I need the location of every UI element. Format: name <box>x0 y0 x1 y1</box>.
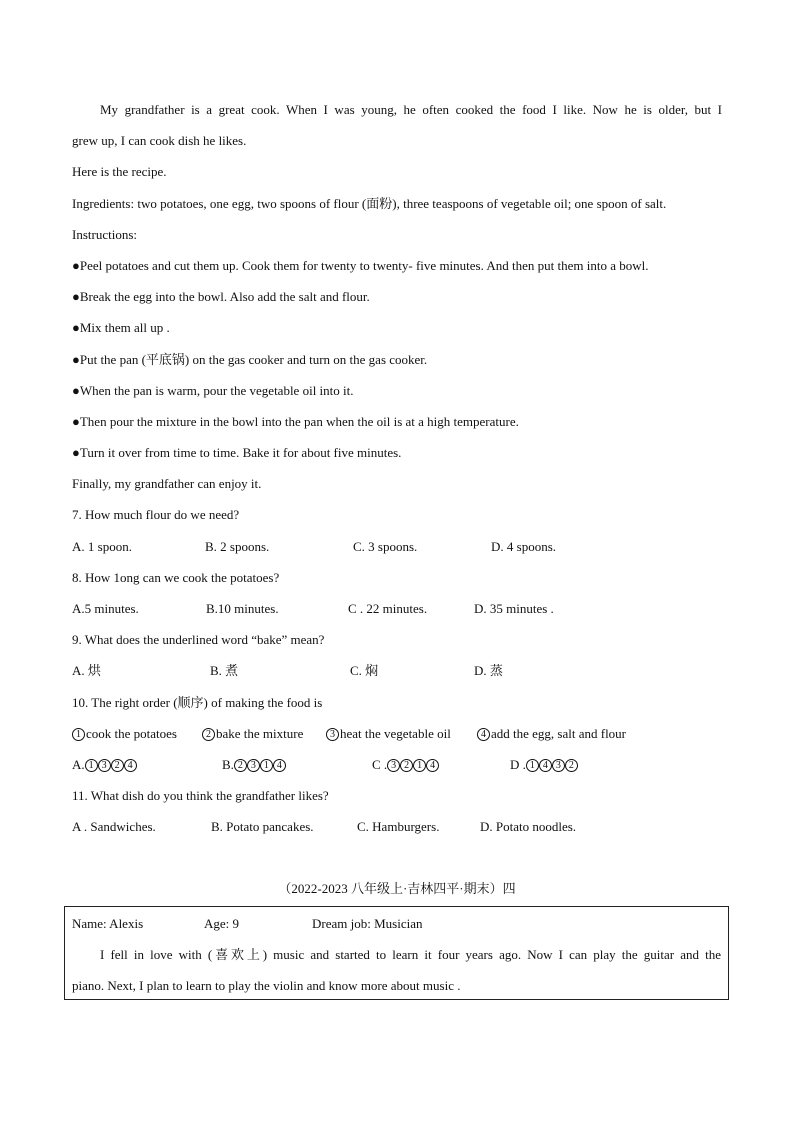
option-b[interactable]: B. 2 spoons. <box>205 538 270 554</box>
sequence-number-badge: 4 <box>124 759 137 772</box>
question-9-options <box>72 658 722 689</box>
sequence-number-badge: 1 <box>260 759 273 772</box>
option-a[interactable]: A . Sandwiches. <box>72 819 156 835</box>
profile-dream-job: Dream job: Musician <box>312 916 423 931</box>
option-label: C . <box>372 756 388 772</box>
option-c[interactable]: C. Hamburgers. <box>357 819 440 835</box>
option-d[interactable]: D. Potato noodles. <box>480 819 577 835</box>
option-b[interactable]: B. Potato pancakes. <box>211 819 314 835</box>
option-c[interactable]: C. 焖 <box>350 663 379 679</box>
step-number-badge: 4 <box>477 728 490 741</box>
option-label: B. <box>222 756 234 772</box>
step-label: bake the mixture <box>216 725 304 741</box>
instruction-step: ●Break the egg into the bowl. Also add the salt and flour. <box>72 289 370 305</box>
sequence-number-badge: 2 <box>111 759 124 772</box>
ingredients-line: Ingredients: two potatoes, one egg, two spoons of flour (面粉), three teaspoons of vegetable oil; one spoon of salt. <box>72 195 667 211</box>
step-label: cook the potatoes <box>86 725 177 741</box>
instruction-step: ●Then pour the mixture in the bowl into the pan when the oil is at a high temperature. <box>72 413 519 429</box>
option-c[interactable]: C. 3 spoons. <box>353 538 418 554</box>
step-number-badge: 1 <box>72 728 85 741</box>
question-10: 10. The right order (顺序) of making the food is <box>72 694 323 710</box>
option-d[interactable] <box>510 752 578 783</box>
step-label: add the egg, salt and flour <box>491 725 627 741</box>
option-b[interactable]: B. 煮 <box>210 663 239 679</box>
profile-text-line1: I fell in love with (喜欢上) music and started to learn it four years ago. Now I can play the guitar and the <box>100 947 721 962</box>
question-11: 11. What dish do you think the grandfather likes? <box>72 788 329 804</box>
sequence-number-badge: 3 <box>552 759 565 772</box>
instructions-label: Instructions: <box>72 226 137 242</box>
sequence-number-badge: 2 <box>565 759 578 772</box>
option-c[interactable] <box>372 752 510 783</box>
step-item <box>477 721 626 752</box>
question-7-options <box>72 534 722 565</box>
option-a[interactable] <box>72 752 222 783</box>
instruction-step: ●When the pan is warm, pour the vegetable oil into it. <box>72 382 354 398</box>
sequence-number-badge: 2 <box>234 759 247 772</box>
step-label: heat the vegetable oil <box>340 725 451 741</box>
step-number-badge: 3 <box>326 728 339 741</box>
question-8-options <box>72 596 722 627</box>
option-b[interactable]: B.10 minutes. <box>206 601 279 616</box>
sequence-number-badge: 4 <box>273 759 286 772</box>
option-label: A. <box>72 756 85 772</box>
sequence-number-badge: 1 <box>526 759 539 772</box>
option-c[interactable]: C . 22 minutes. <box>348 601 428 616</box>
instruction-step: ●Mix them all up . <box>72 320 170 336</box>
recipe-intro: Here is the recipe. <box>72 164 167 180</box>
instruction-step: ●Put the pan (平底锅) on the gas cooker and turn on the gas cooker. <box>72 351 428 367</box>
passage-closing: Finally, my grandfather can enjoy it. <box>72 476 262 492</box>
instruction-step: ●Peel potatoes and cut them up. Cook them for twenty to twenty- five minutes. And then put them into a bowl. <box>72 257 649 273</box>
sequence-number-badge: 3 <box>387 759 400 772</box>
profile-name: Name: Alexis <box>72 916 144 931</box>
option-d[interactable]: D. 蒸 <box>474 663 503 679</box>
sequence-number-badge: 3 <box>247 759 260 772</box>
question-10-options <box>72 752 722 783</box>
reading-passage <box>72 97 722 846</box>
sequence-number-badge: 4 <box>539 759 552 772</box>
question-10-steps <box>72 721 722 752</box>
sequence-number-badge: 2 <box>400 759 413 772</box>
sequence-number-badge: 3 <box>98 759 111 772</box>
step-item <box>72 721 202 752</box>
profile-age: Age: 9 <box>204 916 240 931</box>
step-number-badge: 2 <box>202 728 215 741</box>
profile-text-line2: piano. Next, I plan to learn to play the violin and know more about music . <box>72 978 461 993</box>
step-item <box>202 721 326 752</box>
option-a[interactable]: A. 烘 <box>72 663 101 679</box>
sequence-number-badge: 4 <box>426 759 439 772</box>
instruction-step: ●Turn it over from time to time. Bake it for about five minutes. <box>72 445 402 461</box>
question-7: 7. How much flour do we need? <box>72 507 240 523</box>
option-a[interactable]: A.5 minutes. <box>72 601 139 616</box>
option-label: D . <box>510 756 526 772</box>
option-d[interactable]: D. 4 spoons. <box>491 538 557 554</box>
question-9: 9. What does the underlined word “bake” mean? <box>72 632 325 648</box>
option-d[interactable]: D. 35 minutes . <box>474 601 554 616</box>
passage-intro-line2: grew up, I can cook dish he likes. <box>72 133 247 149</box>
question-11-options <box>72 814 722 845</box>
step-item <box>326 721 477 752</box>
sequence-number-badge: 1 <box>413 759 426 772</box>
profile-fields <box>72 911 721 942</box>
passage-intro-line1: My grandfather is a great cook. When I was young, he often cooked the food I like. Now he is older, but I <box>100 102 722 117</box>
sequence-number-badge: 1 <box>85 759 98 772</box>
option-b[interactable] <box>222 752 372 783</box>
profile-box <box>64 906 729 1000</box>
option-a[interactable]: A. 1 spoon. <box>72 538 132 554</box>
question-8: 8. How 1ong can we cook the potatoes? <box>72 569 280 585</box>
section-title: （2022-2023 八年级上·吉林四平·期末）四 <box>278 881 516 896</box>
